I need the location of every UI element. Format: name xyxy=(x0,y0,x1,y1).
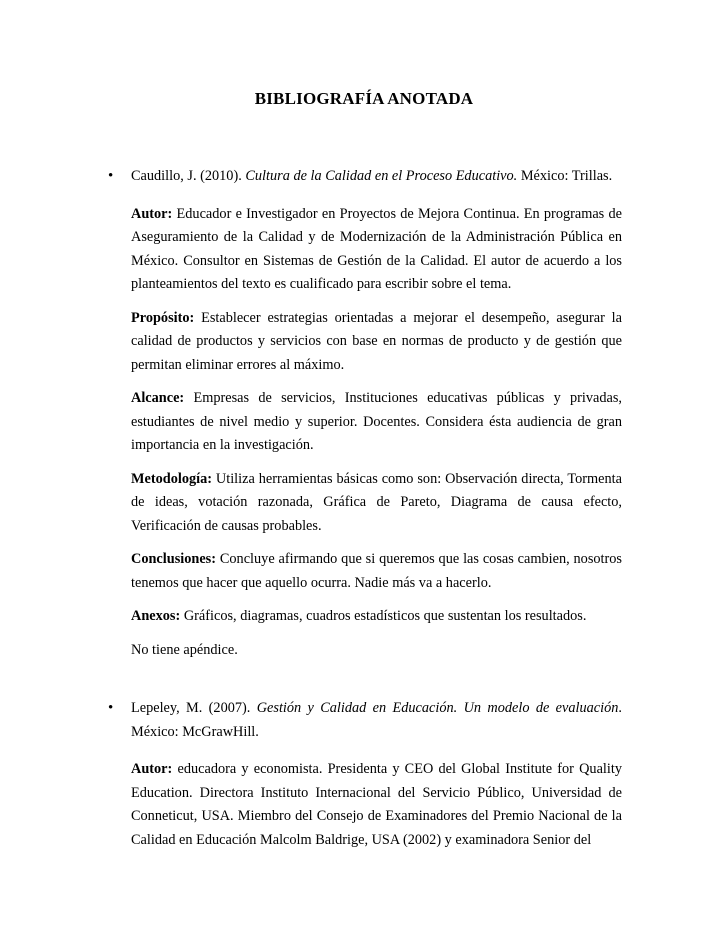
field-autor xyxy=(131,758,622,852)
document-title: BIBLIOGRAFÍA ANOTADA xyxy=(254,89,474,108)
field-text: Utiliza herramientas básicas como son: Observación directa, Tormenta de ideas, votación razonada, Gráfica de Pareto, Diagrama de causa efecto, Verificación de causas probables. xyxy=(131,470,622,534)
citation-publisher: México: Trillas. xyxy=(517,168,613,184)
field-text: educadora y economista. Presidenta y CEO del Global Institute for Quality Education. Directora Instituto Internacional del Servicio Público, Universidad de Conneticut, USA. Miembro del Consejo de Examinadores del Premio Nacional de la Calidad en Educación Malcolm Baldrige, USA (2002) y examinadora Senior del xyxy=(131,761,622,848)
bibliography-entry xyxy=(108,697,622,862)
citation-publisher: . México: McGrawHill. xyxy=(131,700,622,740)
field-text: Concluye afirmando que si queremos que las cosas cambien, nosotros tenemos que hacer que aquello ocurra. Nadie más va a hacerlo. xyxy=(131,551,622,591)
bullet-icon: • xyxy=(108,700,114,716)
entry-note: No tiene apéndice. xyxy=(131,641,238,658)
field-anexos xyxy=(131,605,622,629)
field-text: Empresas de servicios, Instituciones educativas públicas y privadas, estudiantes de nivel medio y superior. Docentes. Considera ésta audiencia de gran importancia en la investigación. xyxy=(131,390,622,453)
field-alcance xyxy=(131,387,622,458)
field-text: Gráficos, diagramas, cuadros estadísticos que sustentan los resultados. xyxy=(180,608,587,624)
citation-author-year: Caudillo, J. (2010). xyxy=(131,168,246,184)
field-text: Educador e Investigador en Proyectos de Mejora Continua. En programas de Aseguramiento de la Calidad y de Modernización de la Administración Pública en México. Consultor en Sistemas de Gestión de la Calidad. El autor de acuerdo a los planteamientos del texto es cualificado para escribir sobre el tema. xyxy=(131,205,622,292)
citation xyxy=(131,165,622,189)
field-label: Autor: xyxy=(131,761,173,777)
field-label: Anexos: xyxy=(131,608,181,624)
field-label: Conclusiones: xyxy=(131,551,216,567)
bibliography-entry xyxy=(108,165,622,672)
citation xyxy=(131,697,622,744)
field-label: Autor: xyxy=(131,205,173,222)
citation-title: Gestión y Calidad en Educación. Un modelo de evaluación xyxy=(256,700,619,716)
field-label: Propósito: xyxy=(131,309,195,326)
field-autor xyxy=(131,203,622,297)
field-text: Establecer estrategias orientadas a mejorar el desempeño, asegurar la calidad de productos y servicios con base en normas de producto y de gestión que permitan eliminar errores al máximo. xyxy=(131,309,622,373)
field-label: Alcance: xyxy=(131,390,185,406)
field-proposito xyxy=(131,307,622,378)
field-label: Metodología: xyxy=(131,470,212,487)
field-conclusiones xyxy=(131,548,622,595)
bullet-icon: • xyxy=(108,168,114,184)
field-metodologia xyxy=(131,468,622,539)
citation-title: Cultura de la Calidad en el Proceso Educativo. xyxy=(245,168,518,184)
citation-author-year: Lepeley, M. (2007). xyxy=(131,700,257,716)
